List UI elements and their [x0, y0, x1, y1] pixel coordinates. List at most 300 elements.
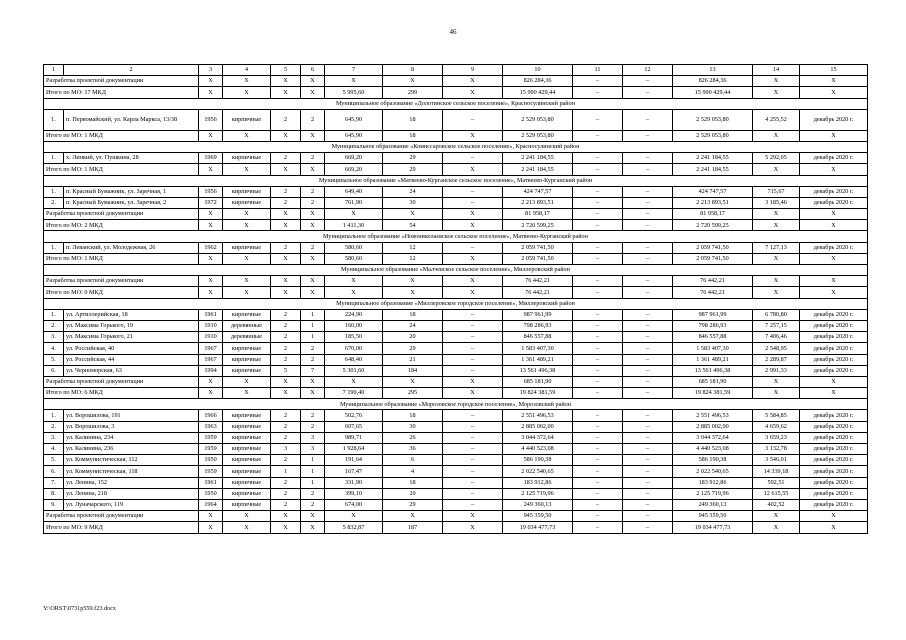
table-cell: – — [443, 477, 503, 488]
table-cell: – — [623, 186, 673, 197]
table-cell: – — [623, 354, 673, 365]
table-cell: 424 747,57 — [673, 186, 753, 197]
table-cell: 2 — [271, 153, 301, 164]
table-cell: 3 044 372,64 — [503, 432, 573, 443]
table-cell: 29 — [383, 164, 443, 175]
table-cell: 2 213 893,51 — [673, 197, 753, 208]
table-cell: 26 — [383, 432, 443, 443]
table-cell: X — [301, 220, 325, 231]
table-cell: декабрь 2020 г. — [800, 186, 868, 197]
table-cell: X — [301, 388, 325, 399]
table-cell: X — [443, 220, 503, 231]
table-cell: 2 — [271, 343, 301, 354]
table-cell: – — [573, 209, 623, 220]
table-cell: 2 — [271, 410, 301, 421]
table-cell: 987 961,99 — [673, 309, 753, 320]
address-cell: ул. Российская, 44 — [64, 354, 199, 365]
table-cell: 1967 — [199, 343, 223, 354]
table-row — [44, 421, 868, 432]
table-cell: 29 — [383, 343, 443, 354]
table-cell: 685 181,90 — [503, 376, 573, 387]
table-cell: декабрь 2020 г. — [800, 343, 868, 354]
table-cell: 5 292,05 — [753, 153, 800, 164]
table-cell: 2 241 184,55 — [503, 153, 573, 164]
header-cell: 11 — [573, 65, 623, 76]
table-cell: 12 — [383, 253, 443, 264]
table-cell: 1 361 489,21 — [503, 354, 573, 365]
table-cell: 76 442,21 — [503, 276, 573, 287]
table-cell: 224,90 — [325, 309, 383, 320]
table-cell: декабрь 2020 г. — [800, 309, 868, 320]
table-cell: – — [443, 332, 503, 343]
table-cell: – — [623, 432, 673, 443]
row-number: 7. — [44, 477, 64, 488]
row-number: 3. — [44, 432, 64, 443]
table-cell: 81 958,17 — [503, 209, 573, 220]
table-cell: X — [325, 511, 383, 522]
table-cell: – — [573, 186, 623, 197]
table-cell: X — [271, 209, 301, 220]
table-cell: 2 — [301, 410, 325, 421]
table-cell: 2 125 719,96 — [673, 488, 753, 499]
table-cell: кирпичные — [223, 499, 271, 510]
table-cell: 1964 — [199, 499, 223, 510]
table-cell: X — [800, 130, 868, 141]
table-cell: 2 — [301, 421, 325, 432]
table-cell: 987 961,99 — [503, 309, 573, 320]
row-number: 3. — [44, 332, 64, 343]
table-cell: 2 — [271, 354, 301, 365]
table-row — [44, 309, 868, 320]
table-cell: 4 — [383, 466, 443, 477]
summary-label: Итого по МО: 17 МКД — [44, 87, 199, 98]
table-cell: X — [800, 76, 868, 87]
table-cell: 1 — [301, 320, 325, 331]
header-row — [44, 65, 868, 76]
table-cell: кирпичные — [223, 343, 271, 354]
table-cell: 2 — [301, 242, 325, 253]
table-cell: 2 — [271, 332, 301, 343]
table-cell: – — [443, 432, 503, 443]
table-cell: 331,90 — [325, 477, 383, 488]
table-cell: 2 551 496,53 — [673, 410, 753, 421]
table-cell: 1972 — [199, 197, 223, 208]
summary-label: Итого по МО: 1 МКД — [44, 130, 199, 141]
table-cell: – — [443, 444, 503, 455]
table-cell: 7 406,46 — [753, 332, 800, 343]
table-cell: 3 — [301, 444, 325, 455]
header-cell: 15 — [800, 65, 868, 76]
table-cell: кирпичные — [223, 421, 271, 432]
table-cell: 2 529 053,80 — [673, 130, 753, 141]
table-cell: X — [800, 220, 868, 231]
table-cell: 29 — [383, 499, 443, 510]
table-cell: – — [573, 76, 623, 87]
table-cell: – — [573, 477, 623, 488]
table-cell: 1950 — [199, 488, 223, 499]
table-cell: 30 — [383, 197, 443, 208]
table-cell: X — [301, 164, 325, 175]
table-cell: – — [573, 130, 623, 141]
table-cell: – — [443, 197, 503, 208]
row-number: 8. — [44, 488, 64, 499]
table-cell: кирпичные — [223, 153, 271, 164]
table-cell: X — [271, 130, 301, 141]
table-cell: 5 995,60 — [325, 87, 383, 98]
address-cell: п. Красный Бумажник, ул. Заречная, 2 — [64, 197, 199, 208]
table-cell: 19 824 381,59 — [503, 388, 573, 399]
table-cell: X — [753, 87, 800, 98]
table-cell: 1959 — [199, 432, 223, 443]
table-cell: 2 529 053,80 — [673, 109, 753, 130]
table-cell: X — [443, 253, 503, 264]
table-cell: декабрь 2020 г. — [800, 320, 868, 331]
address-cell: ул. Коммунистическая, 112 — [64, 455, 199, 466]
table-cell: X — [753, 287, 800, 298]
table-cell: 5 301,60 — [325, 365, 383, 376]
table-cell: 2 — [271, 421, 301, 432]
table-cell: кирпичные — [223, 186, 271, 197]
table-cell: X — [383, 76, 443, 87]
header-cell: 1 — [44, 65, 64, 76]
table-cell: 7 257,15 — [753, 320, 800, 331]
table-cell: кирпичные — [223, 309, 271, 320]
summary-label: Итого по МО: 6 МКД — [44, 388, 199, 399]
table-cell: 2 — [271, 109, 301, 130]
table-cell: 399,10 — [325, 488, 383, 499]
row-number: 5. — [44, 455, 64, 466]
table-cell: X — [223, 76, 271, 87]
table-cell: X — [753, 376, 800, 387]
table-cell: 2 — [271, 186, 301, 197]
table-cell: X — [800, 253, 868, 264]
section-heading-row — [44, 298, 868, 309]
table-cell: 2 125 719,96 — [503, 488, 573, 499]
table-cell: – — [623, 220, 673, 231]
table-cell: 2 — [271, 499, 301, 510]
table-cell: 2 — [271, 320, 301, 331]
table-cell: – — [623, 376, 673, 387]
table-cell: X — [199, 76, 223, 87]
table-cell: X — [800, 511, 868, 522]
table-cell: 14 339,18 — [753, 466, 800, 477]
table-cell: X — [383, 287, 443, 298]
table-cell: X — [223, 511, 271, 522]
table-cell: X — [443, 276, 503, 287]
table-row — [44, 354, 868, 365]
table-cell: 160,00 — [325, 320, 383, 331]
table-cell: 1959 — [199, 466, 223, 477]
table-cell: 826 284,36 — [503, 76, 573, 87]
table-cell: X — [271, 164, 301, 175]
table-row — [44, 186, 868, 197]
table-cell: 846 557,88 — [673, 332, 753, 343]
table-cell: X — [800, 287, 868, 298]
table-cell: – — [623, 421, 673, 432]
table-row — [44, 499, 868, 510]
table-cell: 502,76 — [325, 410, 383, 421]
address-cell: ул. Российская, 40 — [64, 343, 199, 354]
table-cell: 3 — [271, 444, 301, 455]
table-cell: – — [573, 376, 623, 387]
summary-label: Разработка проектной документации — [44, 376, 199, 387]
table-cell: X — [223, 253, 271, 264]
table-cell: 19 824 381,59 — [673, 388, 753, 399]
table-cell: 1 — [301, 309, 325, 320]
address-cell: п. Леванский, ул. Молодежная, 26 — [64, 242, 199, 253]
table-cell: X — [443, 76, 503, 87]
municipality-heading: Муниципальное образование «Морозовское городское поселение», Морозовский район — [44, 399, 868, 410]
table-cell: – — [443, 242, 503, 253]
table-cell: 2 885 002,00 — [503, 421, 573, 432]
table-cell: 1 583 407,30 — [673, 343, 753, 354]
section-heading-row — [44, 175, 868, 186]
table-cell: X — [301, 87, 325, 98]
row-number: 1. — [44, 242, 64, 253]
table-cell: X — [800, 87, 868, 98]
table-cell: X — [199, 220, 223, 231]
table-cell: – — [573, 253, 623, 264]
table-cell: X — [199, 209, 223, 220]
table-row — [44, 343, 868, 354]
table-cell: 183 912,86 — [503, 477, 573, 488]
summary-row — [44, 220, 868, 231]
table-cell: 6 — [383, 455, 443, 466]
address-cell: ул. Калинина, 236 — [64, 444, 199, 455]
table-cell: 989,71 — [325, 432, 383, 443]
section-heading-row — [44, 231, 868, 242]
table-cell: 5 584,85 — [753, 410, 800, 421]
table-cell: – — [623, 365, 673, 376]
address-cell: ул. Артиллерийская, 18 — [64, 309, 199, 320]
table-cell: X — [443, 376, 503, 387]
table-cell: X — [223, 164, 271, 175]
table-cell: 4 440 523,08 — [503, 444, 573, 455]
table-cell: X — [223, 376, 271, 387]
table-cell: X — [223, 388, 271, 399]
summary-label: Итого по МО: 1 МКД — [44, 164, 199, 175]
table-cell: 5 — [271, 365, 301, 376]
table-cell: кирпичные — [223, 197, 271, 208]
table-cell: 2 — [271, 309, 301, 320]
table-cell: – — [573, 466, 623, 477]
table-cell: 167,47 — [325, 466, 383, 477]
table-cell: 2 — [271, 455, 301, 466]
table-row — [44, 332, 868, 343]
table-cell: X — [223, 87, 271, 98]
table-cell: X — [301, 287, 325, 298]
table-cell: – — [573, 511, 623, 522]
table-cell: 715,67 — [753, 186, 800, 197]
table-body — [44, 65, 868, 534]
table-cell: 249 360,13 — [503, 499, 573, 510]
table-cell: – — [573, 164, 623, 175]
municipality-heading: Муниципальное образование «Долотинское сельское поселение», Красносулинский район — [44, 98, 868, 109]
table-cell: 295 — [383, 388, 443, 399]
table-cell: 1956 — [199, 186, 223, 197]
table-cell: 54 — [383, 220, 443, 231]
table-cell: 20 — [383, 488, 443, 499]
summary-label: Разработка проектной документации — [44, 209, 199, 220]
table-cell: 1 583 407,30 — [503, 343, 573, 354]
table-cell: – — [623, 488, 673, 499]
table-cell: 2 — [301, 186, 325, 197]
table-cell: 2 529 053,80 — [503, 109, 573, 130]
table-cell: 2 — [301, 354, 325, 365]
table-cell: X — [753, 276, 800, 287]
table-cell: 1 928,64 — [325, 444, 383, 455]
table-cell: – — [443, 466, 503, 477]
section-heading-row — [44, 141, 868, 152]
table-cell: X — [443, 87, 503, 98]
table-cell: X — [383, 376, 443, 387]
table-cell: – — [573, 343, 623, 354]
table-row — [44, 455, 868, 466]
table-cell: X — [800, 522, 868, 533]
table-cell: X — [199, 511, 223, 522]
table-cell: 3 185,46 — [753, 197, 800, 208]
table-cell: кирпичные — [223, 365, 271, 376]
row-number: 1. — [44, 410, 64, 421]
row-number: 2. — [44, 421, 64, 432]
summary-row — [44, 253, 868, 264]
table-cell: X — [271, 511, 301, 522]
table-cell: – — [573, 320, 623, 331]
table-cell: 674,00 — [325, 499, 383, 510]
table-cell: X — [223, 209, 271, 220]
table-cell: 669,20 — [325, 164, 383, 175]
summary-row — [44, 164, 868, 175]
table-cell: декабрь 2020 г. — [800, 354, 868, 365]
table-cell: декабрь 2020 г. — [800, 499, 868, 510]
table-cell: X — [383, 511, 443, 522]
table-cell: 1 — [301, 455, 325, 466]
table-cell: X — [800, 164, 868, 175]
table-cell: 685 181,90 — [673, 376, 753, 387]
table-cell: – — [443, 109, 503, 130]
table-cell: 76 442,21 — [673, 276, 753, 287]
header-cell: 3 — [199, 65, 223, 76]
summary-label: Разработка проектной документации — [44, 76, 199, 87]
table-cell: кирпичные — [223, 354, 271, 365]
table-cell: 1967 — [199, 354, 223, 365]
table-cell: декабрь 2020 г. — [800, 455, 868, 466]
table-cell: X — [325, 209, 383, 220]
table-cell: X — [800, 209, 868, 220]
table-cell: 2 — [271, 477, 301, 488]
address-cell: ул. Ленина, 152 — [64, 477, 199, 488]
table-cell: X — [223, 522, 271, 533]
municipality-heading: Муниципальное образование «Малчевское сельское поселение», Миллеровский район — [44, 265, 868, 276]
table-cell: 7 — [301, 365, 325, 376]
table-cell: кирпичные — [223, 242, 271, 253]
table-cell: 7 127,13 — [753, 242, 800, 253]
table-cell: кирпичные — [223, 466, 271, 477]
table-cell: – — [573, 153, 623, 164]
table-cell: X — [325, 376, 383, 387]
table-cell: X — [199, 130, 223, 141]
summary-label: Итого по МО: 9 МКД — [44, 522, 199, 533]
table-cell: 81 958,17 — [673, 209, 753, 220]
table-cell: 1961 — [199, 309, 223, 320]
summary-row — [44, 209, 868, 220]
table-cell: 2 885 002,00 — [673, 421, 753, 432]
table-cell: X — [271, 522, 301, 533]
table-cell: 12 — [383, 242, 443, 253]
table-cell: 76 442,21 — [503, 287, 573, 298]
table-cell: – — [623, 209, 673, 220]
row-number: 1. — [44, 153, 64, 164]
table-cell: – — [573, 410, 623, 421]
table-row — [44, 410, 868, 421]
table-cell: 1 — [271, 466, 301, 477]
table-cell: – — [623, 309, 673, 320]
table-cell: – — [573, 197, 623, 208]
section-heading-row — [44, 265, 868, 276]
page-number: 46 — [449, 28, 457, 36]
table-cell: – — [623, 253, 673, 264]
table-cell: X — [325, 287, 383, 298]
header-cell: 14 — [753, 65, 800, 76]
table-cell: X — [443, 209, 503, 220]
table-cell: 580,60 — [325, 253, 383, 264]
row-number: 2. — [44, 320, 64, 331]
row-number: 9. — [44, 499, 64, 510]
table-cell: 2 720 599,25 — [503, 220, 573, 231]
row-number: 6. — [44, 466, 64, 477]
address-cell: ул. Ворошилова, 3 — [64, 421, 199, 432]
row-number: 5. — [44, 354, 64, 365]
table-cell: X — [443, 130, 503, 141]
table-cell: 4 659,62 — [753, 421, 800, 432]
table-cell: 2 241 184,55 — [503, 164, 573, 175]
table-cell: X — [753, 76, 800, 87]
header-cell: 4 — [223, 65, 271, 76]
summary-row — [44, 130, 868, 141]
address-cell: ул. Максима Горького, 19 — [64, 320, 199, 331]
table-cell: X — [301, 376, 325, 387]
summary-row — [44, 522, 868, 533]
address-cell: п. Первомайский, ул. Карла Маркса, 13/38 — [64, 109, 199, 130]
table-cell: X — [199, 87, 223, 98]
table-cell: 424 747,57 — [503, 186, 573, 197]
table-cell: – — [623, 109, 673, 130]
table-cell: 3 659,23 — [753, 432, 800, 443]
table-cell: 36 — [383, 444, 443, 455]
table-cell: 846 557,88 — [503, 332, 573, 343]
table-row — [44, 488, 868, 499]
table-cell: 586 190,38 — [673, 455, 753, 466]
table-cell: 1966 — [199, 410, 223, 421]
table-cell: 187 — [383, 522, 443, 533]
table-cell: 21 — [383, 354, 443, 365]
table-cell: X — [383, 276, 443, 287]
table-cell: декабрь 2020 г. — [800, 242, 868, 253]
summary-label: Итого по МО: 2 МКД — [44, 220, 199, 231]
table-cell: X — [223, 130, 271, 141]
table-cell: – — [443, 365, 503, 376]
table-cell: X — [800, 376, 868, 387]
address-cell: х. Липкий, ул. Пушкина, 28 — [64, 153, 199, 164]
table-cell: 4 255,52 — [753, 109, 800, 130]
table-cell: – — [623, 343, 673, 354]
table-cell: 3 — [301, 432, 325, 443]
table-cell: 24 — [383, 320, 443, 331]
table-cell: 670,00 — [325, 343, 383, 354]
table-cell: 826 284,36 — [673, 76, 753, 87]
table-cell: 2 241 184,55 — [673, 153, 753, 164]
table-cell: 2 289,87 — [753, 354, 800, 365]
